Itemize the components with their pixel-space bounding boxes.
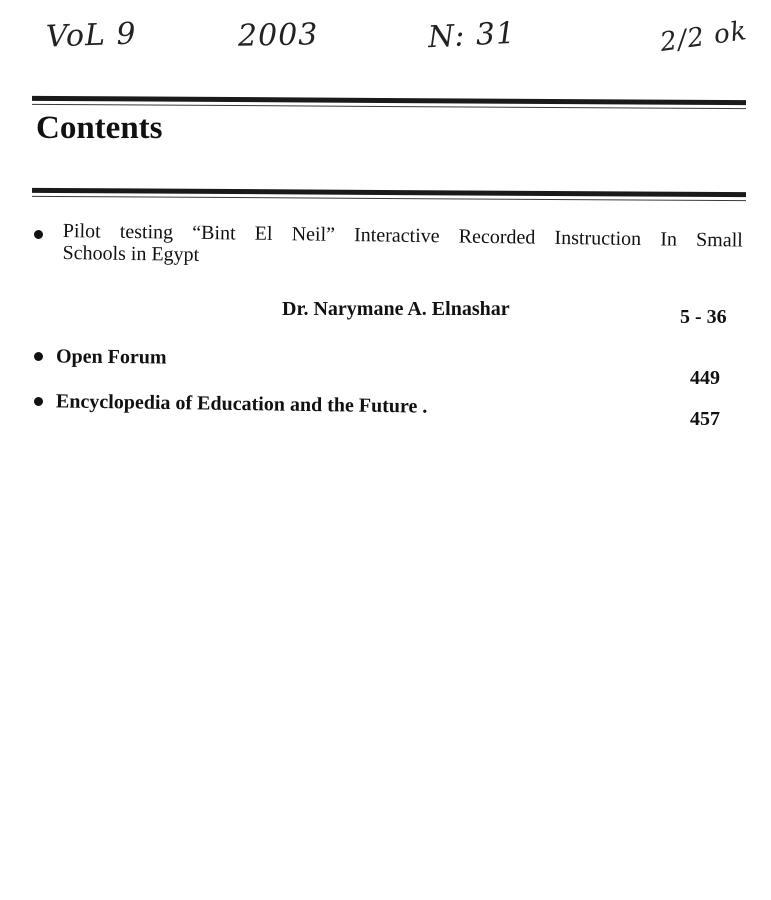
handwritten-number: N: 31 bbox=[427, 15, 517, 56]
title-word: Neil” bbox=[291, 223, 336, 246]
handwritten-year: 2003 bbox=[237, 17, 319, 54]
title-word: Pilot bbox=[62, 220, 101, 243]
handwritten-volume: VoL 9 bbox=[45, 16, 138, 55]
toc-entry-title bbox=[62, 220, 743, 273]
title-word: In bbox=[660, 228, 678, 251]
toc-entry-pages: 457 bbox=[690, 408, 720, 430]
title-word: Instruction bbox=[554, 226, 642, 251]
bullet-icon bbox=[34, 352, 43, 361]
bullet-icon bbox=[34, 230, 43, 239]
page-title: Contents bbox=[36, 110, 163, 146]
title-divider bbox=[32, 188, 746, 201]
top-divider bbox=[32, 96, 746, 109]
bullet-icon bbox=[34, 397, 43, 406]
title-word: Recorded bbox=[458, 225, 536, 249]
title-word: El bbox=[254, 222, 273, 245]
toc-entry-title: Open Forum bbox=[55, 345, 167, 369]
title-word: “Bint bbox=[192, 221, 236, 245]
title-word: Interactive bbox=[353, 224, 440, 248]
toc-entry-pages: 5 - 36 bbox=[680, 306, 727, 328]
toc-entry-pages: 449 bbox=[690, 367, 720, 389]
toc-entry-title: Encyclopedia of Education and the Future . bbox=[55, 390, 428, 418]
title-word: testing bbox=[119, 220, 174, 244]
toc-entry-author: Dr. Narymane A. Elnashar bbox=[282, 298, 510, 320]
title-word: Small bbox=[695, 228, 743, 252]
toc-entry-title-line2: Schools in Egypt bbox=[62, 241, 200, 266]
handwritten-check-mark: 2/2 ok bbox=[658, 16, 750, 58]
